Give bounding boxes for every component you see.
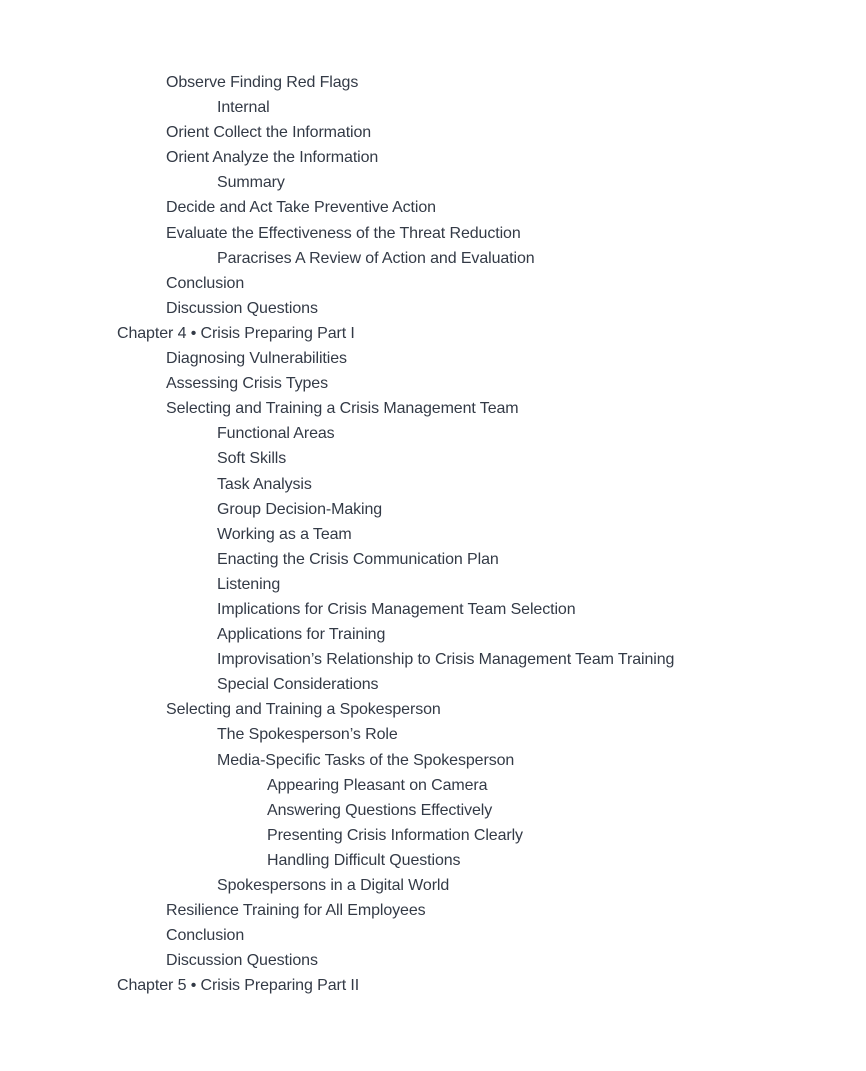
toc-entry: Listening [217,575,281,593]
toc-chapter-heading: Chapter 4 • Crisis Preparing Part I [117,324,355,342]
toc-entry: Orient Analyze the Information [166,149,379,167]
toc-entry: Diagnosing Vulnerabilities [166,350,347,368]
toc-entry: Presenting Crisis Information Clearly [267,826,523,844]
toc-entry: Handling Difficult Questions [267,851,461,869]
toc-entry: Group Decision-Making [217,500,383,518]
toc-entry: Conclusion [166,927,245,945]
toc-entry: Selecting and Training a Crisis Management Team [166,400,519,418]
toc-entry: Special Considerations [217,676,379,694]
toc-entry: Assessing Crisis Types [166,375,329,393]
toc-entry: Improvisation’s Relationship to Crisis Management Team Training [217,651,675,669]
table-of-contents [0,70,674,998]
toc-entry: Functional Areas [217,425,335,443]
toc-entry: Paracrises A Review of Action and Evaluation [217,249,535,267]
toc-entry: Appearing Pleasant on Camera [267,776,488,794]
toc-entry: Selecting and Training a Spokesperson [166,701,441,719]
toc-entry: Applications for Training [217,626,386,644]
toc-entry: Media-Specific Tasks of the Spokesperson [217,751,515,769]
toc-entry: Discussion Questions [166,952,318,970]
toc-entry: Evaluate the Effectiveness of the Threat Reduction [166,224,521,242]
toc-entry: Working as a Team [217,525,352,543]
toc-entry: Answering Questions Effectively [267,801,493,819]
toc-entry: Orient Collect the Information [166,124,372,142]
toc-entry: Soft Skills [217,450,287,468]
toc-entry: Summary [217,174,285,192]
toc-entry: The Spokesperson’s Role [217,726,398,744]
toc-entry: Enacting the Crisis Communication Plan [217,550,499,568]
toc-entry: Decide and Act Take Preventive Action [166,199,436,217]
toc-entry: Implications for Crisis Management Team Selection [217,600,576,618]
toc-entry: Spokespersons in a Digital World [217,877,450,894]
toc-entry: Internal [217,99,270,117]
toc-entry: Observe Finding Red Flags [166,74,359,91]
toc-entry: Discussion Questions [166,299,318,317]
toc-entry: Conclusion [166,274,245,292]
toc-chapter-heading: Chapter 5 • Crisis Preparing Part II [117,977,360,995]
toc-entry: Resilience Training for All Employees [166,902,426,920]
toc-entry: Task Analysis [217,475,312,493]
